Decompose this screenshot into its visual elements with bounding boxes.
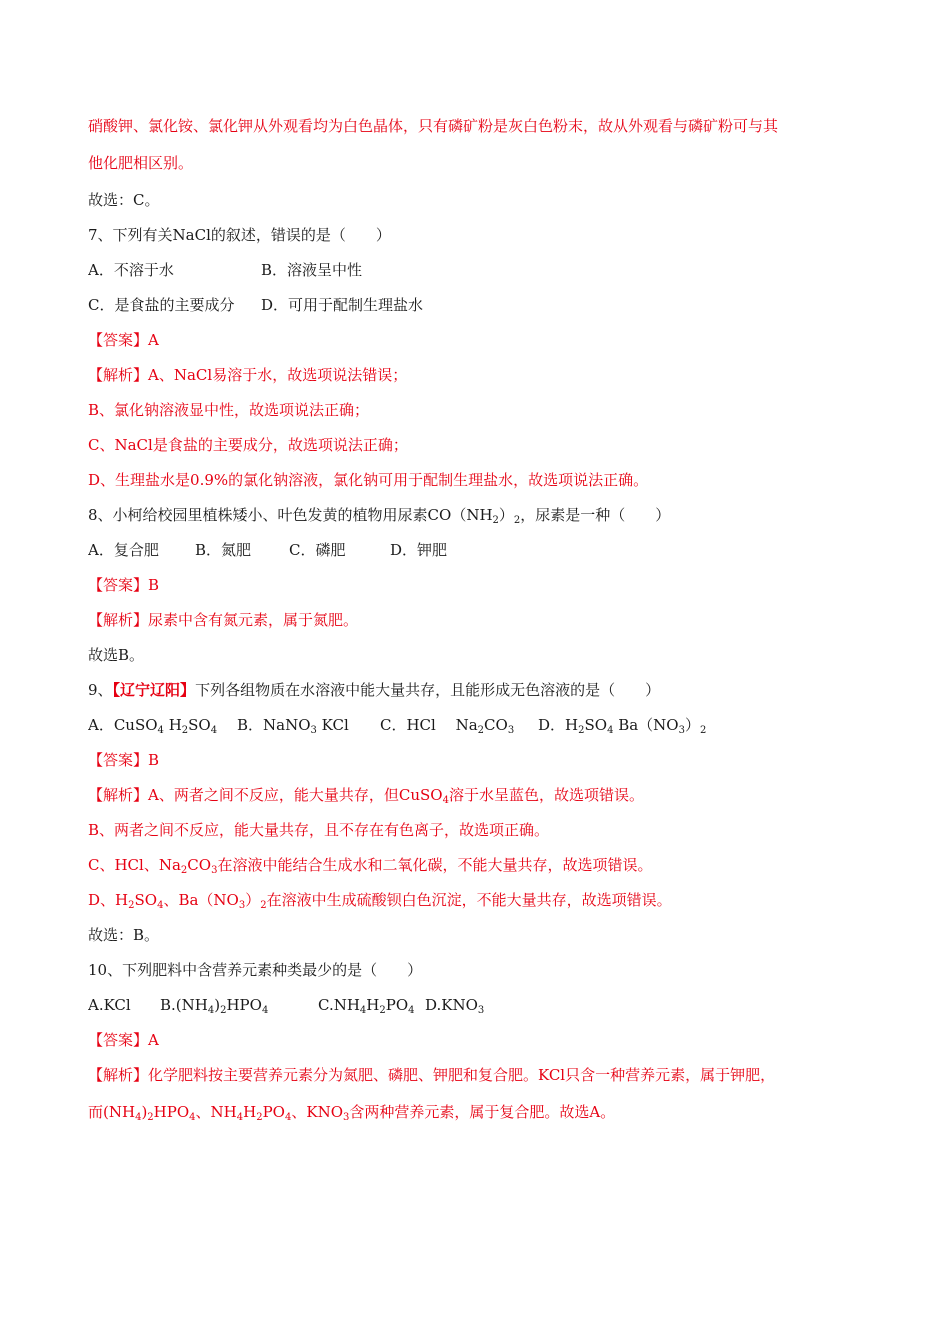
q10-option-b: $B.(NH_4)_2HPO_4$ bbox=[160, 996, 269, 1016]
q8-answer: 【答案】B bbox=[88, 576, 160, 594]
q7-stem: 7、下列有关NaCl的叙述，错误的是（ ） bbox=[88, 226, 391, 244]
analysis-text: A、NaCl易溶于水，故选项说法错误； bbox=[148, 366, 408, 384]
q9-region-tag: 【辽宁辽阳】 bbox=[112, 681, 196, 699]
q8-analysis bbox=[88, 609, 878, 631]
analysis-label: 【解析】 bbox=[88, 611, 149, 629]
analysis-text: 化学肥料按主要营养元素分为氮肥、磷肥、钾肥和复合肥。KCl只含一种营养元素，属于钾肥， bbox=[148, 1066, 776, 1084]
q9-options bbox=[88, 714, 878, 736]
q8-options bbox=[88, 539, 878, 561]
q8-stem bbox=[88, 504, 878, 526]
q7-analysis-1 bbox=[88, 364, 878, 386]
q7-option-d: D．可用于配制生理盐水 bbox=[261, 296, 424, 314]
q10-option-a: A.KCl bbox=[88, 996, 131, 1014]
q9-answer: 【答案】B bbox=[88, 751, 160, 769]
q10-option-d: $D.KNO_3$ bbox=[425, 996, 485, 1016]
q10-option-c: $C.NH_4H_2PO_4$ bbox=[318, 996, 415, 1016]
q8-stem-part: 8、小柯给校园里植株矮小、叶色发黄的植物用尿素CO（NH bbox=[88, 506, 493, 524]
analysis-label: 【解析】 bbox=[88, 1066, 149, 1084]
analysis-text: 尿素中含有氮元素，属于氮肥。 bbox=[148, 611, 359, 629]
q10-options bbox=[88, 994, 878, 1016]
q6-analysis-line-2: 他化肥相区别。 bbox=[88, 154, 194, 172]
q7-option-a: A．不溶于水 bbox=[88, 261, 174, 279]
q7-option-c: C．是食盐的主要成分 bbox=[88, 296, 235, 314]
q9-option-b: B．NaNO$_3$ KCl bbox=[237, 716, 349, 736]
q10-answer: 【答案】A bbox=[88, 1031, 159, 1049]
subscript: 2 bbox=[492, 515, 499, 526]
q7-option-b: B．溶液呈中性 bbox=[261, 261, 363, 279]
q8-option-c: C．磷肥 bbox=[289, 541, 346, 559]
analysis-label: 【解析】 bbox=[88, 366, 149, 384]
q8-conclusion: 故选B。 bbox=[88, 646, 145, 664]
q9-analysis-1: 【解析】A、两者之间不反应，能大量共存，但CuSO$_4$溶于水呈蓝色，故选项错误。 bbox=[88, 786, 644, 806]
q7-options-row-1 bbox=[88, 259, 878, 281]
q9-analysis-3: C、HCl、$Na_2CO_3$在溶液中能结合生成水和二氧化碳，不能大量共存，故选项错误。 bbox=[88, 856, 653, 876]
analysis-label: 【解析】 bbox=[88, 786, 149, 804]
q10-stem: 10、下列肥料中含营养元素种类最少的是（ ） bbox=[88, 961, 423, 979]
q9-analysis-4: D、$H_2SO_4$、$Ba(NO_3)_2$在溶液中生成硫酸钡白色沉淀，不能大量共存，故选项错误。 bbox=[88, 891, 672, 911]
q7-answer: 【答案】A bbox=[88, 331, 159, 349]
q10-analysis-1 bbox=[88, 1064, 878, 1086]
q9-option-d: D．$H_2SO_4$ $Ba(NO_3)_2$ bbox=[538, 716, 707, 736]
q9-option-c: C．HCl $Na_2CO_3$ bbox=[380, 716, 515, 736]
q8-option-d: D．钾肥 bbox=[390, 541, 448, 559]
q9-conclusion: 故选：B。 bbox=[88, 926, 160, 944]
q7-options-row-2 bbox=[88, 294, 878, 316]
q8-stem-part: ，尿素是一种（ ） bbox=[520, 506, 671, 524]
q7-analysis-4: D、生理盐水是0.9%的氯化钠溶液，氯化钠可用于配制生理盐水，故选项说法正确。 bbox=[88, 471, 649, 489]
q7-analysis-3: C、NaCl是食盐的主要成分，故选项说法正确； bbox=[88, 436, 408, 454]
q9-option-a: A．CuSO$_4$ $H_2SO_4$ bbox=[88, 716, 218, 736]
q9-stem bbox=[88, 679, 878, 701]
q8-stem-part: ） bbox=[498, 506, 514, 524]
q7-analysis-2: B、氯化钠溶液显中性，故选项说法正确； bbox=[88, 401, 370, 419]
q9-stem-text: 下列各组物质在水溶液中能大量共存，且能形成无色溶液的是（ ） bbox=[195, 681, 661, 699]
q6-conclusion: 故选：C。 bbox=[88, 191, 160, 209]
q6-analysis-line-1: 硝酸钾、氯化铵、氯化钾从外观看均为白色晶体，只有磷矿粉是灰白色粉末，故从外观看与磷矿粉可与其 bbox=[88, 117, 779, 135]
subscript: 2 bbox=[513, 515, 521, 526]
q10-analysis-2: 而$(NH_4)_2HPO_4$、$NH_4H_2PO_4$、$KNO_3$含两种营养元素，属于复合肥。故选A。 bbox=[88, 1103, 616, 1123]
q9-analysis-2: B、两者之间不反应，能大量共存，且不存在有色离子，故选项正确。 bbox=[88, 821, 550, 839]
q8-option-b: B．氮肥 bbox=[195, 541, 252, 559]
q9-number: 9、 bbox=[88, 681, 113, 699]
q8-option-a: A．复合肥 bbox=[88, 541, 159, 559]
